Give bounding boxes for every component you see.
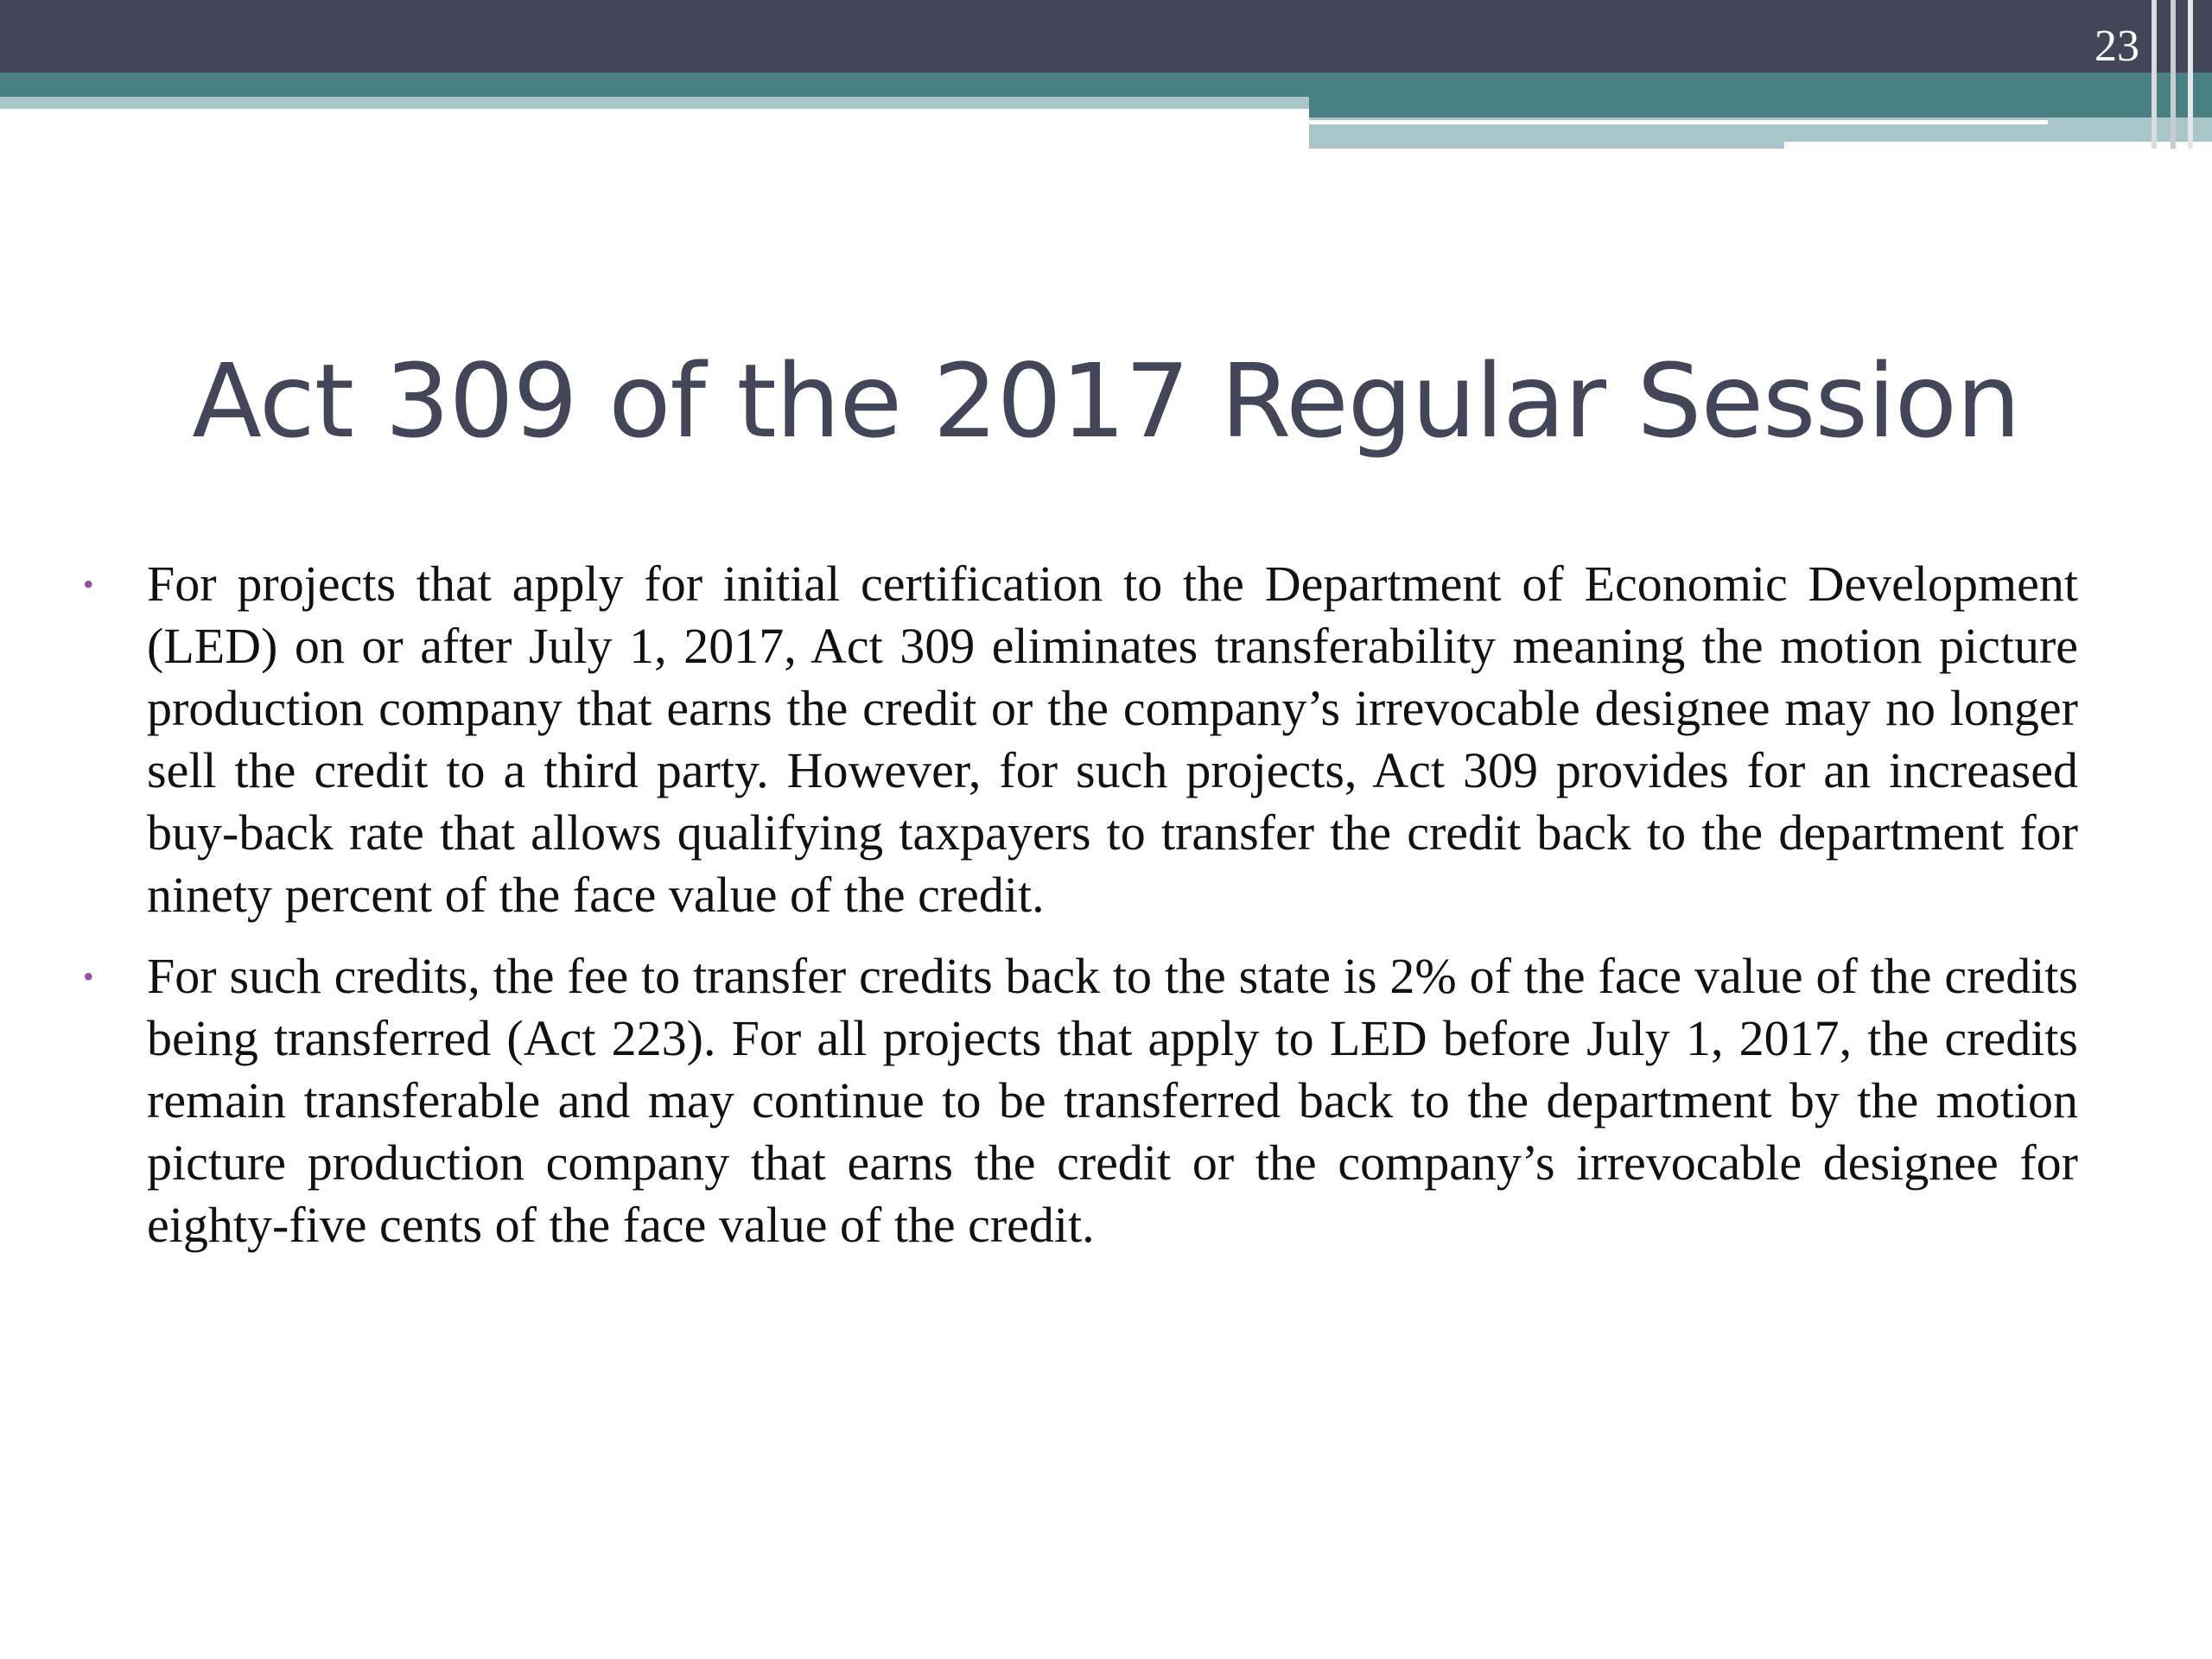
bullet-text: For such credits, the fee to transfer credits back to the state is 2% of the face value of the credits being transferred (Act 223). For all projects that apply to LED before July 1, 2017, the credits remain transferable and may continue to be transferred back to the department by the motion picture production company that earns the credit or the company’s irrevocable designee for eighty-five cents of the face value of the credit. [147, 948, 2078, 1253]
header-band-teal [0, 73, 2212, 97]
bullet-icon: • [83, 959, 94, 994]
bullet-item [83, 553, 2078, 926]
bullet-icon: • [83, 567, 94, 601]
header-vertical-stripe [2152, 0, 2157, 149]
header-vertical-stripe [2188, 0, 2193, 149]
header-white-notch [1784, 142, 2212, 149]
header-band-dark [0, 0, 2212, 73]
header-band-light-teal [0, 97, 1309, 109]
header-white-line [1309, 120, 2048, 124]
header-vertical-stripe [2171, 0, 2176, 149]
bullet-item [83, 945, 2078, 1256]
header-band-teal-right [1309, 97, 2212, 118]
page-number: 23 [2094, 22, 2139, 71]
slide-title: Act 309 of the 2017 Regular Session [192, 341, 2020, 461]
bullet-list [83, 553, 2078, 1275]
bullet-text: For projects that apply for initial certification to the Department of Economic Development (LED) on or after July 1, 2017, Act 309 eliminates transferability meaning the motion picture production company that earns the credit or the company’s irrevocable designee may no longer sell the credit to a third party. However, for such projects, Act 309 provides for an increased buy-back rate that allows qualifying taxpayers to transfer the credit back to the department for ninety percent of the face value of the credit. [147, 556, 2078, 923]
